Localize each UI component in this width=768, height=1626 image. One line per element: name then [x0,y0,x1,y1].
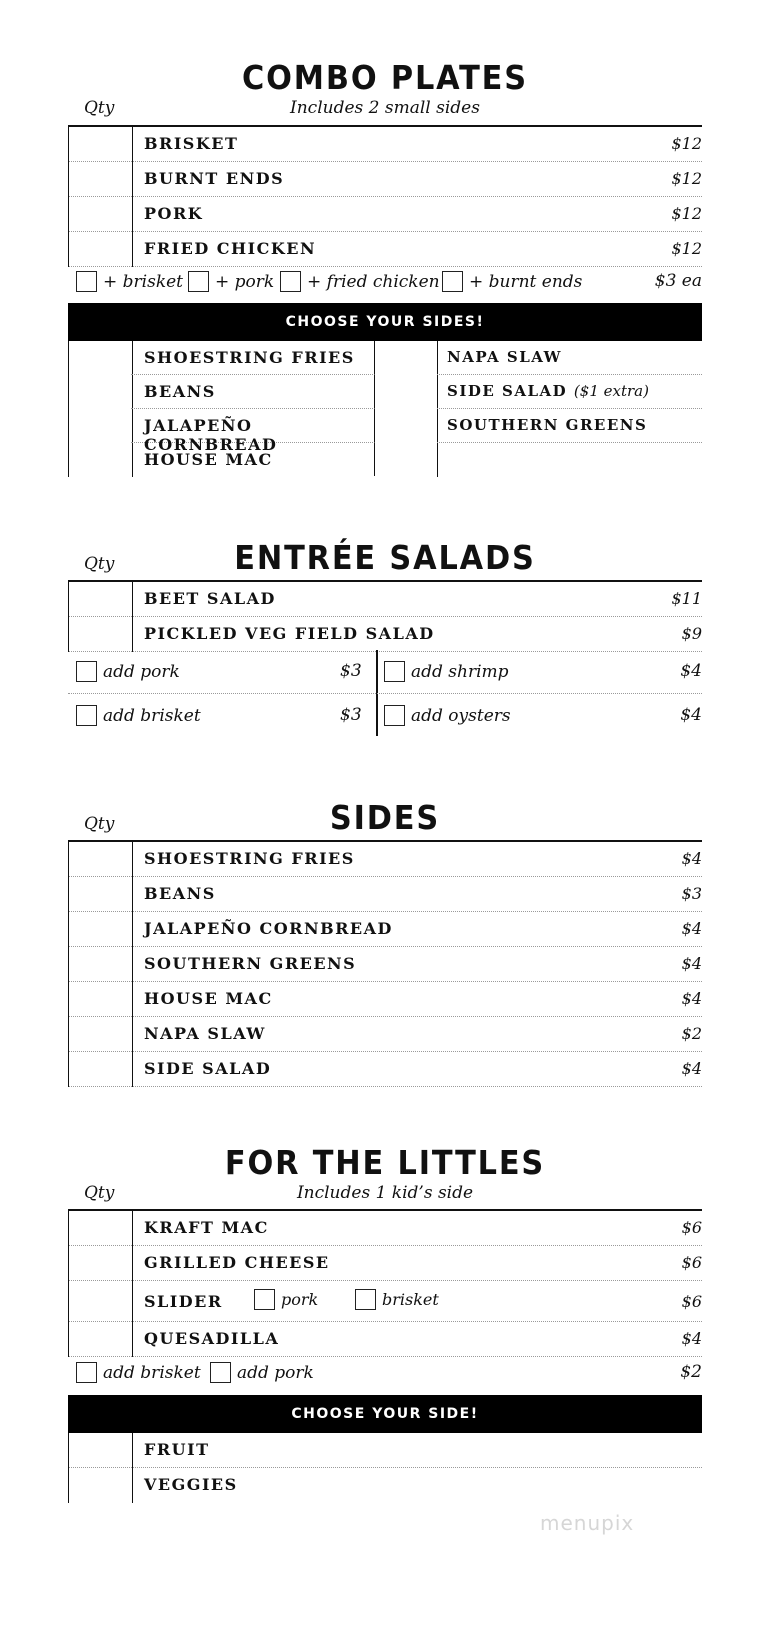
checkbox[interactable] [76,705,97,726]
item-price: $6 [681,1253,702,1272]
checkbox[interactable] [384,661,405,682]
qty-cell[interactable] [68,912,133,947]
salads-table [68,580,702,652]
item-price: $9 [681,624,702,643]
item-price: $4 [681,919,702,938]
slider-option-brisket[interactable] [355,1289,439,1310]
littles-table [68,1209,702,1357]
table-row [68,1322,702,1357]
item-name: PORK [144,204,204,223]
addon-brisket[interactable] [76,271,183,292]
qty-cell[interactable] [68,162,133,197]
addon-pork[interactable] [76,650,180,693]
sides-row [68,341,702,375]
addon-price: $3 [340,661,362,681]
qty-cell[interactable] [68,1211,133,1246]
side-option: HOUSE MAC [131,443,375,476]
littles-subtitle: Includes 1 kid’s side [296,1183,474,1203]
qty-cell[interactable] [68,842,133,877]
addon-row [68,650,702,694]
item-price: $4 [681,954,702,973]
table-row [68,1017,702,1052]
addon-label: add oysters [411,705,511,726]
salad-addons [68,650,702,737]
side-option: SIDE SALAD ($1 extra) [437,375,702,409]
qty-cell[interactable] [375,375,438,409]
option-label: brisket [382,1290,439,1309]
item-price: $6 [681,1218,702,1237]
table-row [68,947,702,982]
qty-cell[interactable] [68,1246,133,1281]
item-price: $4 [681,1329,702,1348]
addon-brisket[interactable] [76,1362,201,1383]
table-row [68,1211,702,1246]
qty-cell[interactable] [68,947,133,982]
side-option: NAPA SLAW [437,341,702,375]
item-name: BEET SALAD [144,589,276,608]
item-price: $2 [681,1024,702,1043]
qty-label: Qty [84,98,115,118]
watermark: menupix [540,1511,635,1535]
checkbox[interactable] [76,1362,97,1383]
addon-burnt-ends[interactable] [442,271,582,292]
littles-title: FOR THE LITTLES [224,1143,546,1182]
qty-label: Qty [84,554,115,574]
addon-label: + brisket [103,271,184,292]
entree-salads-title: ENTRÉE SALADS [234,538,536,577]
checkbox[interactable] [188,271,209,292]
sides-row [68,409,702,454]
table-row [68,197,702,232]
item-price: $12 [671,239,702,258]
qty-cell[interactable] [68,982,133,1017]
item-name: SHOESTRING FRIES [144,849,355,868]
qty-cell[interactable] [68,1433,133,1468]
sides-title: SIDES [329,798,441,837]
item-price: $12 [671,204,702,223]
table-row [68,582,702,617]
table-row [68,162,702,197]
table-row [68,982,702,1017]
table-row [68,1052,702,1087]
item-price: $4 [681,849,702,868]
checkbox[interactable] [355,1289,376,1310]
addon-row [68,694,702,737]
table-row [68,912,702,947]
item-name: HOUSE MAC [144,989,273,1008]
combo-addons [68,263,702,303]
item-price: $11 [671,589,702,608]
qty-cell[interactable] [68,1052,133,1087]
combo-plates-title: COMBO PLATES [242,58,528,97]
checkbox[interactable] [76,661,97,682]
qty-cell[interactable] [68,232,133,267]
item-name: GRILLED CHEESE [144,1253,330,1272]
qty-cell[interactable] [68,1468,133,1503]
addon-label: + pork [215,271,275,292]
addon-price: $3 [340,705,362,725]
qty-cell[interactable] [68,409,133,443]
item-name: JALAPEÑO CORNBREAD [144,919,393,938]
qty-cell[interactable] [68,443,133,477]
addon-label: add shrimp [411,661,509,682]
item-price: $3 [681,884,702,903]
addon-price: $4 [680,705,702,725]
addon-brisket[interactable] [76,694,201,737]
addon-label: + fried chicken [307,271,440,292]
qty-cell[interactable] [68,582,133,617]
addon-pork[interactable] [188,271,274,292]
choose-side-banner: CHOOSE YOUR SIDE! [68,1395,702,1433]
table-row [68,1246,702,1281]
checkbox[interactable] [280,271,301,292]
item-name: QUESADILLA [144,1329,280,1348]
qty-cell[interactable] [68,341,133,375]
checkbox[interactable] [384,705,405,726]
sides-row [68,443,702,477]
item-name: BRISKET [144,134,239,153]
table-row [68,232,702,267]
combo-sides-grid [68,341,702,477]
littles-addons [68,1354,702,1394]
item-name: FRUIT [144,1440,210,1459]
sides-row [68,375,702,409]
sides-table [68,840,702,1087]
kid-sides-table [68,1433,702,1502]
qty-label: Qty [84,814,115,834]
addon-label: add brisket [103,1362,201,1383]
side-option [437,443,702,476]
item-name: SIDE SALAD [144,1059,272,1078]
qty-cell[interactable] [68,127,133,162]
addon-label: add pork [237,1362,314,1383]
checkbox[interactable] [442,271,463,292]
table-row [68,1433,702,1468]
qty-cell[interactable] [68,1322,133,1357]
item-price: $4 [681,1059,702,1078]
qty-cell[interactable] [68,877,133,912]
table-row [68,877,702,912]
table-row [68,617,702,652]
item-name: SOUTHERN GREENS [144,954,357,973]
item-name: KRAFT MAC [144,1218,269,1237]
item-name: VEGGIES [144,1475,238,1494]
item-name: PICKLED VEG FIELD SALAD [144,624,435,643]
addon-shrimp[interactable] [384,650,509,693]
table-row [68,842,702,877]
addon-label: + burnt ends [469,271,583,292]
item-price: $4 [681,989,702,1008]
item-name: NAPA SLAW [144,1024,266,1043]
item-name: SLIDER [144,1292,223,1311]
item-price: $12 [671,169,702,188]
checkbox[interactable] [254,1289,275,1310]
slider-option-pork[interactable] [254,1289,318,1310]
qty-cell[interactable] [68,375,133,409]
side-option: SHOESTRING FRIES [131,341,375,375]
qty-cell[interactable] [68,197,133,232]
combo-subtitle: Includes 2 small sides [290,98,480,118]
item-name: BEANS [144,884,216,903]
side-salad-extra: ($1 extra) [573,382,649,400]
qty-cell[interactable] [375,341,438,375]
addon-price: $2 [680,1362,702,1382]
addon-pork[interactable] [210,1362,314,1383]
checkbox[interactable] [76,271,97,292]
combo-table [68,125,702,267]
qty-cell[interactable] [375,409,438,443]
addon-oysters[interactable] [384,694,511,737]
item-price: $6 [681,1292,702,1311]
qty-cell[interactable] [375,443,438,477]
side-option: SOUTHERN GREENS [437,409,702,443]
item-name: FRIED CHICKEN [144,239,317,258]
table-row [68,127,702,162]
checkbox[interactable] [210,1362,231,1383]
table-row [68,1281,702,1322]
side-option: BEANS [131,375,375,409]
addon-label: add pork [103,661,180,682]
addon-label: add brisket [103,705,201,726]
qty-cell[interactable] [68,617,133,652]
qty-cell[interactable] [68,1017,133,1052]
option-label: pork [281,1290,319,1309]
addon-price: $4 [680,661,702,681]
choose-sides-banner: CHOOSE YOUR SIDES! [68,303,702,341]
table-row [68,1468,702,1502]
qty-cell[interactable] [68,1281,133,1322]
addon-fried-chicken[interactable] [280,271,440,292]
addon-price: $3 ea [654,271,702,291]
item-price: $12 [671,134,702,153]
qty-label: Qty [84,1183,115,1203]
item-name: BURNT ENDS [144,169,285,188]
side-option: JALAPEÑO CORNBREAD [131,409,375,443]
